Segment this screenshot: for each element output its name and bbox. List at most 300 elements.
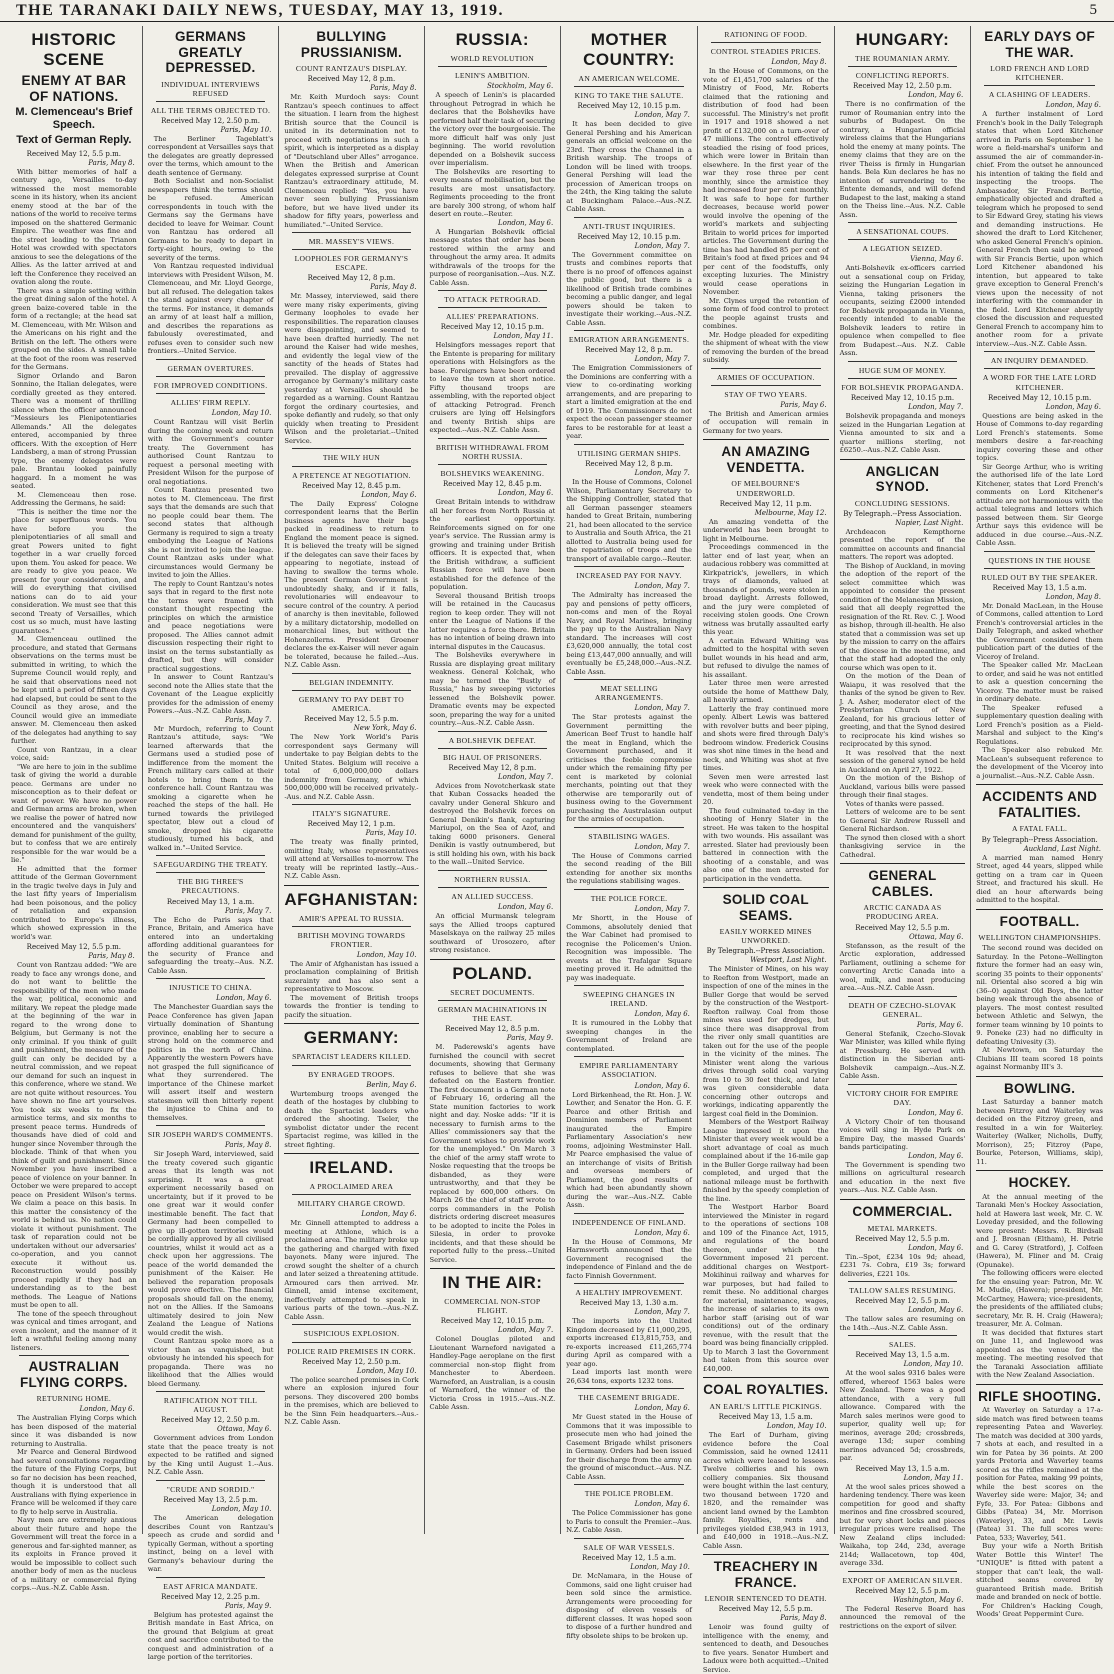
placeline: London, May 10. xyxy=(630,1563,690,1572)
article-paragraph: Signor Orlando and Baron Sonnino, the Italian delegates, were cordially greeted as they entered. There was a moment of thrilling silence when the officer announced "Messieurs les Plenipotentiaries Allemands." All the delegates entered, accompanied by three officers. With the exception of Herr Landsberg, a man of strong Prussian type, the enemy delegates were pale. Brantau looked painfully haggard. In a moment he was seated. xyxy=(11,371,137,491)
headline: HISTORIC SCENE xyxy=(31,30,117,69)
article-paragraph: The Police Commissioner has gone to Paris to consult the Premier.--Aus. N.Z. Cable Assn. xyxy=(566,1509,692,1535)
section-heading: CONFLICTING REPORTS. xyxy=(855,71,950,81)
article-paragraph: Advices from Novotcherkask state that Kuban Cossacks headed the cavalry under General Shkuro and destroyed the Bolshevik forces on General Denikin's flank, capturing Mariupol, on the Sea of Azof, and taking 6000 prisoners. General Denikin is vastly outnumbered, but is still holding his own, with his back to the wall.--United Service. xyxy=(429,781,556,867)
section-heading: ALLIES' FIRM REPLY. xyxy=(170,398,251,408)
section-heading: SALES. xyxy=(888,1340,916,1350)
article-paragraph: Mr. Donald MacLean, in the House of Commons, called attention to Lord French's controversial articles in the Daily Telegraph, and asked whether the Government considered them publication part of the duties of the Viceroy of Ireland. xyxy=(976,601,1103,661)
dateline: Received May 13, 1 a.m. xyxy=(166,897,255,906)
section-heading: FOR BOLSHEVIK PROPAGANDA. xyxy=(841,383,964,393)
article-paragraph: The Speaker called Mr. MacLean to order, and said he was not entitled to ask a question concerning the Viceroy. The matter must be raised in ordinary debate. xyxy=(976,661,1103,704)
column-3 xyxy=(279,26,424,1534)
section-heading: MEAT SELLING ARRANGEMENTS. xyxy=(594,684,664,703)
divider xyxy=(438,887,548,888)
article-paragraph: It is rumoured in the Lobby that sweeping changes in the Government of Ireland are contemplated. xyxy=(566,1019,692,1053)
article-paragraph: An amazing vendetta of the underworld has been brought to light in Melbourne. xyxy=(702,517,829,543)
dateline: Received May 12, 5.5 p.m. xyxy=(718,1605,813,1614)
placeline: London, May 6. xyxy=(361,1210,417,1219)
article-paragraph: Bolshevik propaganda and moneys seized in the Hungarian Legation at Vienna amounted to six and a quarter millions sterling, not £6250.--Aus.-N.Z. Cable Assn. xyxy=(839,412,966,455)
dateline: Received May 12, 8 p.m. xyxy=(585,460,673,469)
article-paragraph: A certain Edward Whiting was admitted to the hospital with seven bullet wounds in his head and arm, but refused to divulge the names of his assailant. xyxy=(702,636,829,679)
dateline: Received May 12, 10.15 p.m. xyxy=(850,394,955,403)
section-heading: A BOLSHEVIK DEFEAT. xyxy=(448,735,536,745)
section-heading: AN ALLIED SUCCESS. xyxy=(451,892,534,902)
article-paragraph: The police searched premises in Cork where an explosion injured four persons. They discovered 200 bombs in the premises, which are believed to be the Sinn Fein headquarters.--Aus.-N.Z. Cable Assn. xyxy=(284,1375,419,1427)
divider xyxy=(848,378,958,379)
placeline: London, May 7. xyxy=(634,1308,690,1317)
dateline: Received May 13, 1.5 a.m. xyxy=(855,1351,950,1360)
columns-container xyxy=(6,26,1108,1674)
section-heading: THE POLICE FORCE. xyxy=(590,893,668,903)
article-paragraph: At Newtown, on Saturday the Clubians III team scored 18 points against Normanby III's 3. xyxy=(976,1046,1103,1072)
divider xyxy=(574,889,684,890)
divider xyxy=(703,1377,829,1378)
article-paragraph: At the wool sales prices showed a hardening tendency. There was keen competition for good and shafty merinos and fine crossbred scoured, but for very short locks and pieces irregular prices were realised. The New Zealand clips included: Waikaha, top 24d, 23d, average 214d; Wallacetown, top 40d, average 33d. xyxy=(839,1482,966,1568)
headline: HUNGARY: xyxy=(855,30,950,49)
placeline: Paris, May 8. xyxy=(88,952,135,961)
article-paragraph: The imports into the United Kingdom decreased by £11,000,295, exports increased £13,815,753, and re-exports increased £11,265,774 during April as compared with a year ago. xyxy=(566,1317,692,1368)
article-paragraph: The Australian Flying Corps which has been disposed of the material since it was disbanded is now returning to Australia. xyxy=(11,1414,137,1448)
placeline: Westport, Last Night. xyxy=(750,956,827,965)
divider xyxy=(574,985,684,986)
divider xyxy=(292,249,410,250)
divider xyxy=(156,376,266,377)
article-paragraph: With bitter memories of half a century ago, Versailles to-day witnessed the most memorable scene in its history, when its ancient enemy stood at the bar of the nations of the world to receive terms imposed on the shattered Germanic Empire. The weather was fine and the street leading to the Trianon Hotel was crowded with spectators anxious to see the delegations of the Allies. As the latter arrived at and left the Conference they received an ovation along the route. xyxy=(11,167,137,287)
divider xyxy=(574,1283,684,1284)
article-paragraph: Count von Rantzau, in a clear voice, said: xyxy=(11,745,137,763)
placeline: Paris, May 7. xyxy=(224,715,272,724)
divider xyxy=(984,568,1095,569)
divider xyxy=(976,909,1103,910)
section-heading: INDEPENDENCE OF FINLAND. xyxy=(572,1217,686,1227)
section-heading: A SENSATIONAL COUPS. xyxy=(856,227,949,237)
placeline: London, May 6. xyxy=(634,1081,690,1090)
divider xyxy=(292,926,410,927)
dateline: Received May 12, 5.5 p.m. xyxy=(26,943,121,952)
subheadline: Text of German Reply. xyxy=(16,134,132,147)
section-heading: DEATH OF CZECHO-SLOVAK GENERAL. xyxy=(848,1000,957,1019)
section-heading: GERMANY TO PAY DEBT TO AMERICA. xyxy=(298,694,405,713)
section-heading: THE CASEMENT BRIGADE. xyxy=(578,1393,680,1403)
divider xyxy=(156,101,266,102)
article-paragraph: The movement of British troops towards the frontier is tending to pacify the situation. xyxy=(284,993,419,1019)
article-paragraph: The reply to Count Rantzau's notes says that in regard to the first note the terms were framed with constant thought respecting the principles on which the armistice and peace negotiations were proposed. The Allies cannot admit discussion respecting their right to insist on the terms substantially as drafted, but they will consider practical suggestions. xyxy=(147,579,274,673)
section-heading: RATIFICATION NOT TILL AUGUST. xyxy=(163,1396,258,1415)
divider xyxy=(156,359,266,360)
divider xyxy=(976,784,1103,785)
placeline: Napier, Last Night. xyxy=(895,518,964,527)
divider xyxy=(984,351,1095,352)
dateline: Received May 12, 11 p.m. xyxy=(719,499,812,508)
article-paragraph: The Speaker refused a supplementary question dealing with Lord French's position as a Field-Marshal and subject to the King's Regulations. xyxy=(976,703,1103,746)
placeline: London, May 7. xyxy=(634,111,690,120)
section-heading: BRITISH MOVING TOWARDS FRONTIER. xyxy=(297,930,406,949)
placeline: Auckland, Last Night. xyxy=(1023,844,1101,853)
divider xyxy=(19,1355,129,1356)
section-heading: NORTHERN RUSSIA. xyxy=(454,874,531,884)
section-heading: COUNT RANTZAU'S DISPLAY. xyxy=(295,64,408,74)
placeline: London, May 6. xyxy=(908,1151,964,1160)
article-paragraph: "This is neither the time nor the place for superfluous words. You have before you the plenipotentiaries of all small and great Powers united to fight together in a war cruelly forced upon them. You asked for peace. We are ready to give you peace. We present for your consideration, and will do everything that civilised nations can do to aid your consideration. We must see that this second Treaty of Versailles, which cost us so much, must have lasting guarantees." xyxy=(11,507,137,635)
dateline: Received May 12, 10.15 p.m. xyxy=(577,232,681,241)
section-heading: BELGIAN INDEMNITY. xyxy=(309,677,394,687)
section-heading: TO ATTACK PETROGRAD. xyxy=(444,295,541,305)
divider xyxy=(156,855,266,856)
divider xyxy=(438,438,548,439)
article-paragraph: The Speaker also rebuked Mr. MacLean's subsequent reference to the development of the Viceroy into a journalist.--Aus.-N.Z. Cable Assn. xyxy=(976,746,1103,780)
section-heading: ALLIES' PREPARATIONS. xyxy=(446,312,539,322)
article-paragraph: Latterly the fray continued more openly. Albert Lewis was battered with revolver butts and beer piping, and shots were fired through Daly's bedroom window. Frederick Cousins was shot nine times in the head and neck, and Whiting was shot at five times. xyxy=(702,704,829,773)
article-paragraph: At Waverley on Saturday a 17-a-side match was fired between teams representing Patea and Waverley. The match was decided at 300 yards, 7 shots at each, and resulted in a win for Patea by 36 points. At 200 yards Pretoria and Waverley teams scored as the rifles remained at the position for Patea, making 99 points, while the best scores on the Waverley side were: Major, 34; and Fyfe, 33. For Patea: Gibbons and Gibbs (Patea) 34, Mr. Morrison (Waverley), 33, and Mr. Lewis (Patea) 31. The full scores were: Patea, 533; Waverley, 541. xyxy=(976,1406,1103,1542)
dateline: Received May 12, 8.5 p.m. xyxy=(445,1025,540,1034)
dateline: Received May 12, 1 p.m. xyxy=(307,820,396,829)
divider xyxy=(574,1484,684,1485)
dateline: Received May 12, 8 p.m. xyxy=(307,75,396,84)
article-paragraph: The treaty was finally printed, omitting Italy, whose representatives will attend at Versailles to-morrow. The treaty will be reprinted lastly.--Aus.-N.Z. Cable Assn. xyxy=(284,838,419,881)
section-heading: POLICE RAID PREMISES IN CORK. xyxy=(287,1346,416,1356)
column-1 xyxy=(6,26,143,1593)
placeline: London, May 7. xyxy=(497,1326,554,1335)
divider xyxy=(156,1125,266,1126)
article-paragraph: The Federal Reserve Board has announced the removal of the restrictions on the export of silver. xyxy=(839,1604,966,1630)
article-paragraph: The Daily Express' Cologne correspondent learns that the Berlin business agents have their bags packed in readiness to return to England the moment peace is signed. It is believed the treaty will be signed if the delegates can save their faces by appearing to negotiate, instead of having to swallow the terms whole. The present German Government is undoubtedly shaky, and if it falls, revolutionaries will endeavour to secure control of the country. A period of anarchy is then inevitable, followed by a military dictatorship, modelled on monarchical lines, but without the Hohenzollerns. President Groener declares the ex-Kaiser will never again be tolerated, because he failed.--Aus. N.Z. Cable Assn. xyxy=(284,499,419,670)
article-paragraph: M. Clemenceau outlined the procedure, and stated that Germans observations on the terms must be submitted in writing, to which the Supreme Council would reply, and he said that observations need not be kept until a period of fifteen days had elapsed, but could be sent to the Council as they arose, and the Council would give an immediate answer. M. Clemenceau then asked of the delegates had anything to say further. xyxy=(11,635,137,746)
section-heading: THE ROUMANIAN ARMY. xyxy=(855,54,950,63)
placeline: Stockholm, May 6. xyxy=(486,82,554,91)
article-paragraph: A married man named Henry Street, aged 44 years, slipped while getting on a tram car in Queen Street, and fractured his skull. He died an hour afterwards being admitted to the hospital. xyxy=(976,853,1103,905)
column-5 xyxy=(561,26,698,1640)
placeline: London, May 6. xyxy=(497,903,554,912)
placeline: Paris, May 6. xyxy=(916,1020,964,1029)
dateline: Received May 12, 8.45 p.m. xyxy=(302,481,401,490)
article-paragraph: There was a simple setting within the great dining salon of the hotel. A green baize-covered table in the form of a rectangle; at the head sat M. Clemenceau, with Mr. Wilson and the Americans on his right and the British on the left. The others were grouped on the sides. A small table at the foot of the room was reserved for the Germans. xyxy=(11,286,137,372)
column-8 xyxy=(971,26,1108,1619)
section-heading: BOLSHEVIKS WEAKENING. xyxy=(440,469,545,479)
divider xyxy=(848,1571,958,1572)
dateline: By Telegraph.--Press Association. xyxy=(706,947,825,956)
article-paragraph: The Bolsheviks everywhere in Russia are displaying great military weakness. General Kolchak, who may be termed the "Bustly of Russia," has by sweeping victories lessened the Bolshevik power. Dramatic events may be expected soon, preparing the way for a united country.--Aus.-N.Z. Cable Assn. xyxy=(429,651,556,728)
section-heading: A LEGATION SEIZED. xyxy=(862,244,943,254)
article-paragraph: The Westport Harbor Board interviewed the Minister in regard to the operations of sections 108 and 109 of the Finance Act, 1915, and regulations of the board thereon, under which the Government imposed 21 percent. additional charges on Westport-Mokihinui railway and wharves for war purposes, but had failed to remit these. No additional charges for material, maintenance, wages, the increase of salaries to its own harbor staff (arising out of war conditions) out of the ordinary revenue, with the result that the board was being financially crippled. Up to March 3 last the Government had taken from this source over £40,000. xyxy=(702,1203,829,1373)
divider xyxy=(984,85,1095,86)
placeline: London, May 7. xyxy=(634,582,690,591)
section-heading: QUESTIONS IN THE HOUSE xyxy=(988,555,1091,565)
divider xyxy=(574,444,684,445)
divider xyxy=(574,1056,684,1057)
article-paragraph: Mr. Clynes urged the retention of some form of food control to protect the people against trusts and combines. xyxy=(702,296,829,331)
section-heading: BIG HAUL OF PRISONERS. xyxy=(442,752,542,762)
article-paragraph: M. Clemenceau then rose. Addressing the Germans, he said: xyxy=(11,490,137,508)
divider xyxy=(574,330,684,331)
section-heading: A FATAL FALL. xyxy=(1012,824,1068,834)
page-number: 5 xyxy=(1089,2,1098,18)
headline: ACCIDENTS AND FATALITIES. xyxy=(982,789,1098,820)
placeline: London, May 7. xyxy=(908,403,964,412)
divider xyxy=(574,1388,684,1389)
article-paragraph: The Amir of Afghanistan has issued a proclamation complaining of British suzerainty and has also sent a representative to Moscow. xyxy=(284,959,419,994)
article-paragraph: The Star protests against the Government permitting the American Beef Trust to handle half the meat in England, which the Government purchased, and it criticises the feeble compromise under which the remaining fifty per cent is marketed by colonial merchants, pointing out that they otherwise are temporarily out of business owing to the Government purchasing the Australasian output for the armies of occupation. xyxy=(566,713,692,824)
section-heading: STAY OF TWO YEARS. xyxy=(724,389,808,399)
article-paragraph: General Stefanik, Czecho-Slovak War Minister, was killed while flying at Pressburg. He served with distinction in the Siberian anti-Bolshevik campaign.--Aus.-N.Z. Cable Assn. xyxy=(839,1029,966,1081)
dateline: Received May 12, 8 p.m. xyxy=(448,763,537,772)
article-paragraph: Great Britain intends to withdraw all her forces from North Russia at the earliest opportunity. Reinforcements signed on for one year's service. The Russian army is growing and training under British officers. It is expected that, when the British withdraw, a sufficient Russian force will have been established for the defence of the population. xyxy=(429,498,556,592)
dateline: Received May 12, 5.5 p.m. xyxy=(26,149,121,158)
dateline: Received May 12, 8.45 p.m. xyxy=(442,480,542,489)
article-paragraph: It has been decided to give General Pershing and his American generals an official welcome on the 23rd. They cross the Channel in a British warship. The troops of London will be lined with troops. General Pershing will lead the procession of American troops on the 24th, the King taking the salute at Buckingham Palace.--Aus.-N.Z. Cable Assn. xyxy=(566,120,692,214)
section-heading: LOOPHOLES FOR GERMANY'S ESCAPE. xyxy=(294,254,409,273)
dateline: Received May 12, 5.5 p.m. xyxy=(855,1234,950,1243)
placeline: London, May 6. xyxy=(1045,101,1101,110)
divider xyxy=(711,42,821,43)
placeline: London, May 6. xyxy=(634,1500,690,1509)
placeline: Paris, May 6. xyxy=(780,400,827,409)
placeline: Paris, May 8. xyxy=(88,158,135,167)
article-paragraph: On the motion of the Bishop of Auckland, various bills were passed through their final stages. xyxy=(839,774,966,800)
section-heading: ANTI-TRUST INQUIRIES. xyxy=(582,221,676,231)
placeline: London, May 6. xyxy=(361,490,417,499)
section-heading: METAL MARKETS. xyxy=(867,1223,938,1233)
article-paragraph: A Hungarian Bolshevik official message states that order has been restored within the army and throughout the army area. It admits withdrawals of the troops for the purpose of reorganisation.--Aus. N.Z. Cable Assn. xyxy=(429,227,556,287)
divider xyxy=(292,466,410,467)
headline: IRELAND. xyxy=(309,1158,394,1178)
divider xyxy=(848,1281,958,1282)
section-heading: HUGE SUM OF MONEY. xyxy=(858,365,946,375)
divider xyxy=(703,439,829,440)
article-paragraph: Mr Murdoch, referring to Count Rantzau's attitude, says: "We learned afterwards that the Germans used a studied pose of indifference from the moment the French military cars called at their hotels to bring them to the conference hall. Count Rantzau was smoking a cigarette when he reached the steps of the hall. He turned towards the privileged spectator, blew out a cloud of smoke, dropped his cigarette studiously, turned his back, and walked in."--United Service. xyxy=(147,724,274,852)
headline: GENERAL CABLES. xyxy=(868,868,937,899)
article-paragraph: Count Rantzau presented two notes to M. Clemenceau. The first says that the demands are such that no people could bear them. The second states that although Germany is required to sign a treaty embodying the League of Nations she is not invited to join the league. Count Rantzau asks under what circumstances would Germany be invited to join the Allies. xyxy=(147,486,274,580)
dateline: Received May 12, 2.25 p.m. xyxy=(161,1592,260,1601)
placeline: Ottawa, May 6. xyxy=(908,932,964,941)
placeline: London, May 6. xyxy=(908,1306,964,1315)
placeline: London, May 10. xyxy=(766,1422,827,1431)
divider xyxy=(848,361,958,362)
article-paragraph: Lenoir was found guilty of intelligence with the enemy, and sentenced to death, and Desouches to five years. Senator Humbert and Ladoux were both acquitted.--United Service. xyxy=(702,1623,829,1674)
dateline: By Telegraph--Press Association. xyxy=(981,835,1098,844)
section-heading: ARMIES OF OCCUPATION. xyxy=(716,372,815,382)
placeline: London, May 7. xyxy=(634,241,690,250)
dateline: Received May 12, 8 p.m. xyxy=(307,274,396,283)
divider xyxy=(438,870,548,871)
divider xyxy=(574,86,684,87)
headline: EARLY DAYS OF THE WAR. xyxy=(984,29,1095,60)
section-heading: MR. MASSEY'S VIEWS. xyxy=(308,237,395,247)
placeline: London, May 6. xyxy=(908,91,964,100)
divider xyxy=(976,1076,1103,1077)
placeline: Berlin, May 6. xyxy=(366,1080,417,1089)
article-paragraph: The feud culminated to-day in the shooting of Henry Slater in the street. He was taken to the hospital with two wounds. His assailant was arrested. Slater had previously been battered in connection with the shooting of a constable, and was also one of the men arrested for participation in the vendetta. xyxy=(702,806,829,883)
divider xyxy=(848,222,958,223)
section-heading: EASILY WORKED MINES UNWORKED. xyxy=(719,927,812,946)
placeline: Paris, May 8. xyxy=(780,1614,827,1623)
dateline: Received May 12, 10.15 p.m. xyxy=(440,1317,544,1326)
divider xyxy=(984,368,1095,369)
headline: RUSSIA: xyxy=(455,30,530,49)
divider xyxy=(574,566,684,567)
article-paragraph: In the House of Commons, Mr Harmsworth announced that the Government recognised the independence of Finland and the de facto Finnish Government. xyxy=(566,1237,692,1280)
placeline: London, May 6. xyxy=(634,1010,690,1019)
headline: COMMERCIAL. xyxy=(852,1203,953,1219)
article-paragraph: A Victory Choir of ten thousand voices will sing in Hyde Park on Empire Day, the massed Guards' bands participating. xyxy=(839,1117,966,1152)
headline: MOTHER COUNTRY: xyxy=(583,30,675,69)
divider xyxy=(156,1391,266,1392)
placeline: Ottawa, May 6. xyxy=(217,1425,272,1434)
article-paragraph: Mr. Ginnell attempted to address a meeting at Athlone, which is a proclaimed area. The military broke up the gathering and charged with fixed bayonets. Many were injured. The crowd sought the shelter of a church and later seized a threatening attitude. Armoured cars then arrived. Mr. Ginnell, amid intense excitement, ineffectively attempted to speak in various parts of the town.--Aus.-N.Z. Cable Assn. xyxy=(284,1219,419,1321)
article-paragraph: Mr Shortt, in the House of Commons, absolutely denied that the War Cabinet had promised to recognise the Policemen's Union. Recognition was impossible. The events at the Trafalgar Square meeting proved it. He admitted the pay was inadequate. xyxy=(566,914,692,982)
article-paragraph: Mr. Hodge pleaded for expediting the shipment of wheat with the view of removing the burden of the bread subsidy. xyxy=(702,330,829,365)
dateline: Received May 12, 5.5 p.m. xyxy=(855,1586,950,1595)
divider xyxy=(292,1324,410,1325)
article-paragraph: Belgium has protested against the British mandate in East Africa, on the ground that Belgium at great cost and sacrifice contributed to the conquest and administration of a large portion of the territories. xyxy=(147,1610,274,1662)
section-heading: THE POLICE PROBLEM. xyxy=(584,1489,674,1499)
placeline: London, May 11. xyxy=(903,1473,964,1482)
dateline: Received May 12, 5.5 p.m. xyxy=(304,715,399,724)
section-heading: SALE OF WAR VESSELS. xyxy=(583,1542,675,1552)
placeline: London, May 6. xyxy=(216,994,272,1003)
divider xyxy=(438,307,548,308)
article-paragraph: Mr Pearce and General Birdwood had several consultations regarding the future of the Flying Corps, but so far no decision has been reached, though it is understood that all Australians with flying experience in France will be welcomed if they care to fly to help serve in Australia. xyxy=(11,1448,137,1516)
article-paragraph: Mr. Keith Murdoch says: Count Rantzau's speech continues to affect the situation. I learn from the highest British source that the Council is united in its determination not to proceed with negotiations in such a spirit, which is interpreted as a display of "Deutschland uber Alles" arrogance. When the British and American delegates expressed surprise at Count Rantzau's extraordinary attitude, M. Clemenceau replied: "Yes, you have never seen bullying Prussianism before, but we have lived under its shadow for fifty years, powerless and humiliated."--United Service. xyxy=(284,93,419,229)
article-paragraph: The British and American armies of occupation will remain in Germany for two years. xyxy=(702,409,829,435)
divider xyxy=(840,1199,966,1200)
divider xyxy=(848,239,958,240)
section-heading: RATIONING OF FOOD. xyxy=(724,30,808,39)
divider xyxy=(292,804,410,805)
divider xyxy=(292,448,410,449)
divider xyxy=(284,885,418,886)
dateline: Received May 12, 2.50 p.m. xyxy=(161,1416,260,1425)
article-paragraph: Sir Joseph Ward, interviewed, said the treaty covered such gigantic areas that its length was not surprising. It was a great experiment necessarily based on uncertainty, but if it proved to be one great war it would confer inestimable benefit. The fact that Germany had been compelled to give up ill-gotten territories would be cordially approved by all civilised countries, whilst it would act as a check upon her aggressions. The peace of the world demanded the punishment of the Kaiser. He believed the reparation proposals would prove effective. The financial proposals should fall on the enemy, not on the Allies. If the Samoans ultimately desired to join New Zealand the League of Nations would credit the wish. xyxy=(147,1150,274,1337)
article-paragraph: He admitted that the former attitude of the German Government in the tragic twelve days in July and the last fifty years of Imperialism had been poisonous, and the policy of retaliation and expansion contributed to Europe's illness, which showed expression in the world's war. xyxy=(11,864,137,941)
placeline: Vienna, May 6. xyxy=(910,255,964,264)
section-heading: VICTORY CHOIR FOR EMPIRE DAY. xyxy=(846,1088,959,1107)
placeline: London, May 7. xyxy=(634,355,690,364)
placeline: London, May 6. xyxy=(497,218,554,227)
headline: GERMANY: xyxy=(303,1028,400,1048)
section-heading: MILITARY CHARGE CROWD. xyxy=(297,1199,406,1209)
section-heading: A PRETENCE AT NEGOTIATION. xyxy=(292,470,411,480)
article-paragraph: Lord Birkenhead, the Rt. Hon. J. W. Lowther, and Senator the Hon. G. F. Pearce and other British and Dominion members of Parliament inaugurated the Empire Parliamentary Association's new rooms, adjoining Westminster Hall. Mr Pearce emphasised the value of an interchange of visits of British and overseas members of Parliament, the good results of which had been abundantly shown during the war.--Aus.-N.Z. Cable Assn. xyxy=(566,1090,692,1210)
dateline: Received May 13, 2.5 p.m. xyxy=(163,1496,258,1505)
section-heading: SAFEGUARDING THE TREATY. xyxy=(153,860,268,870)
section-heading: SIR JOSEPH WARD'S COMMENTS. xyxy=(147,1130,274,1140)
section-heading: STABILISING WAGES. xyxy=(588,831,670,841)
section-heading: GERMAN MACHINATIONS IN THE EAST. xyxy=(437,1004,547,1023)
placeline: London, May 6. xyxy=(634,1404,690,1413)
column-6 xyxy=(698,26,835,1674)
article-paragraph: Count Rantzau spoke more as a victor than as vanquished, but obviously he intended his speech for propaganda. There was no likelihood that the Allies would bleed Germany. xyxy=(147,1337,274,1388)
placeline: London, May 10. xyxy=(356,950,417,959)
section-heading: ARCTIC CANADA AS PRODUCING AREA. xyxy=(863,903,942,922)
section-heading: EMPIRE PARLIAMENTARY ASSOCIATION. xyxy=(579,1061,679,1080)
divider xyxy=(574,1538,684,1539)
headline: AFGHANISTAN: xyxy=(284,889,419,909)
divider xyxy=(292,1065,410,1066)
placeline: London, May 10. xyxy=(211,1505,272,1514)
article-paragraph: Sir George Arthur, who is writing the authorised life of the late Lord Kitchener, states that Lord French's comments on Lord Kitchener's attitude are not harmonious with the actual telegrams and letters which passed between them. Sir George Arthur says this evidence will be adduced in due course.--Aus.-N.Z. Cable Assn. xyxy=(976,462,1103,548)
article-paragraph: "We are here to join in the sublime task of giving the world a durable peace. Germans are under no misconception as to their defeat or want of power. We have no power and German arms are broken, when we realise the power of hatred now encountered and the vanquishers' demand for punishment of the guilty, but to confess that we are entirely responsible for the war would be a lie." xyxy=(11,762,137,865)
article-paragraph: The Echo de Paris says that France, Britain, and America have entered into an undertaking affording additional guarantees for the security of France and safeguarding the treaty.--Aus. N.Z. Cable Assn. xyxy=(147,915,274,975)
headline: BULLYING PRUSSIANISM. xyxy=(300,29,403,60)
section-heading: GERMAN OVERTURES. xyxy=(167,363,254,373)
divider xyxy=(292,232,410,233)
placeline: London, May 7. xyxy=(634,469,690,478)
section-heading: SWEEPING CHANGES IN IRELAND. xyxy=(583,990,675,1009)
masthead-title: THE TARANAKI DAILY NEWS, TUESDAY, MAY 13, 1919. xyxy=(16,1,504,19)
placeline: Melbourne, May 12. xyxy=(754,508,827,517)
divider xyxy=(574,217,684,218)
article-paragraph: Votes of thanks were passed. xyxy=(845,799,945,808)
divider xyxy=(156,1577,266,1578)
divider xyxy=(156,978,266,979)
divider xyxy=(703,887,829,888)
divider xyxy=(976,1170,1103,1171)
placeline: Paris, May 10. xyxy=(220,125,272,134)
article-paragraph: Tin.--Spot, £234 10s 9d; ahead, £231 7s. Cobra, £19 3s; forward deliveries, £221 10s. xyxy=(839,1252,966,1278)
article-paragraph: The New York World's Paris correspondent says Germany will undertake to pay Belgian debts to the United States. Belgium will receive a total of 6,000,000,000 dollars indemnity from Germany, of which 500,000,000 will be received privately.--Aus. and N.Z. Cable Assn. xyxy=(284,733,419,801)
headline: ANGLICAN SYNOD. xyxy=(865,463,940,495)
article-paragraph: Later three men were arrested outside the home of Matthew Daly, all heavily armed. xyxy=(702,679,829,705)
article-paragraph: Members of the Westport Railway League impressed it upon the Minister that every week would be a short advantage of coal as much complained about if the 16-mile gap in the Buller Gorge railway had been completed, and urged that the national mileage must be forthwith finished by the speedy completion of the line. xyxy=(702,1118,829,1203)
divider xyxy=(574,1213,684,1214)
divider xyxy=(840,459,966,460)
article-paragraph: The second round was decided on Saturday. In the Petone--Wellington fixture the former had an easy win, scoring 35 points to their opponents' nil. Oriental also scored a big win (36--0) against Old Boys, the latter being weak through the absence of players. The most contest resulted between Athletic and Selwyn, the former team winning by 10 points to 9. Poneke (23) had no difficulty in defeating Univesity (3). xyxy=(976,944,1103,1046)
divider xyxy=(438,464,548,465)
article-paragraph: The following officers were elected for the ensuing year: Patron, Mr. W. M. Mudie, (Hawera); president, Mr. McCartney, Hawera; vice-presidents, the presidents of the affiliated clubs; secretary, Mr. R. H. Craig (Hawera); treasurer, Mr. A. Colman. xyxy=(976,1269,1103,1329)
section-heading: UTILISING GERMAN SHIPS. xyxy=(577,448,681,458)
dateline: Received May 12, 2.50 p.m. xyxy=(853,82,952,91)
divider xyxy=(438,748,548,749)
placeline: Paris, May 8. xyxy=(370,283,417,292)
article-paragraph: M. Paderewski's agents have furnished the council with secret documents, showing that Germany refuses to believe that she was defeated on the Eastern frontier. The first document is a German note of February 16, ordering all the State munition factories to work night and day. Noske adds: "If it is necessary to furnish arms to the Allies' commissioners say that the Government wishes to provide work for the unemployed." On March 3 the chief of the army staff wrote to Noske requesting that the troops be disbanded, as they were untrustworthy, and that they be replaced by 600,000 others. On March 26 the chief of staff wrote to corps commanders in the Polish districts ordering discreet measures to be adopted to incite the Poles in Silesia, in order to provoke incidents, and that these should be reported fully to the press.--United Service. xyxy=(429,1043,556,1264)
section-heading: SPARTACIST LEADERS KILLED. xyxy=(292,1052,411,1062)
article-paragraph: Government advices from London state that the peace treaty is not expected to be ratified and signed by the King until August 1.--Aus. N.Z. Cable Assn. xyxy=(147,1434,274,1477)
dateline: Received May 12, 8 p.m. xyxy=(585,346,673,355)
article-paragraph: Archdeacon Kempthorne presented the report of the committee on accounts and financial matters. The report was adopted. xyxy=(839,527,966,562)
article-paragraph: The Emigration Commissioners of the Dominions are conferring with a view to co-ordinating working arrangements, and are preparing to start a limited emigration at the end of 1919. The Commissioners do not expect the ocean passenger steamer fares to be restorable for at least a year. xyxy=(566,364,692,441)
section-heading: THE BIG THREE'S PRECAUTIONS. xyxy=(177,877,244,896)
section-heading: RULED OUT BY THE SPEAKER. xyxy=(981,572,1098,582)
section-heading: CONCLUDING SESSIONS. xyxy=(854,498,950,508)
article-paragraph: An official Murmansk telegram says the Allied troops captured Maselskaya on the railway 25 miles southward of Urosozero, after strong resistance. xyxy=(429,912,556,955)
divider xyxy=(703,1554,829,1555)
article-paragraph: Lead imports last month were 26,634 tons, exports 1232 tons. xyxy=(566,1368,692,1385)
section-heading: THE WILY HUN xyxy=(322,453,381,463)
divider xyxy=(840,863,966,864)
section-heading: AN EARL'S LITTLE PICKINGS. xyxy=(709,1401,823,1411)
article-paragraph: There is no confirmation of the rumor of Roumanian entry into the suburbs of Budapest. On the contrary, a Hungarian official wireless claims that the Hungarians hold the enemy at many points. The enemy claims that they are on the river Theiss is firmly in Hungarian hands. Bela Kun declares he has no intention of surrendering to the Entente demands, and will defend Budapest to the last, making a stand on the Theiss line.--Aus. N.Z. Cable Assn. xyxy=(839,100,966,219)
divider xyxy=(292,690,410,691)
article-paragraph: Proceedings commenced in the latter end of last year, when an audacious robbery was committed at Kirkpatrick's, jewellers, in which trays of diamonds, valued at thousands of pounds, were stolen in broad daylight. Arrests followed, and the jury were completed of receiving stolen goods. One Crown witness was brutally assaulted early this year. xyxy=(702,543,829,637)
dateline: Received May 12, 5.5 p.m. xyxy=(855,1297,950,1306)
article-paragraph: A speech of Lenin's is placarded throughout Petrograd in which he declares that the Bolsheviks have performed half their task of securing the victory over the bourgeoisie. The more difficult half was only just beginning. The world revolution depended on a Bolshevik success over imperialism. xyxy=(429,91,556,168)
divider xyxy=(438,731,548,732)
section-heading: BRITISH WITHDRAWAL FROM NORTH RUSSIA. xyxy=(435,442,549,462)
article-paragraph: Colonel Douglas piloted and Lieutenant Warneford navigated a Handley-Page aeroplane on the first commercial non-stop flight from Manchester to Aberdeen. Warneford, an Australian, is a cousin of Warneford, the winner of the Victoria Cross in 1915.--Aus.-N.Z. Cable Assn. xyxy=(429,1335,556,1412)
dateline: Received May 13, 1.5 a.m. xyxy=(718,1413,813,1422)
divider xyxy=(438,66,548,67)
placeline: London, May 6. xyxy=(908,1108,964,1117)
headline: AN AMAZING VENDETTA. xyxy=(721,444,811,475)
article-paragraph: Both Socialist and non-Socialist newspapers think the terms should be refused. American correspondents in touch with the Germans say the Germans have decided to leave for Weimar. Count von Rantzau has ordered all Germans to be ready to depart in forty-eight hours, owing to the severity of the terms. xyxy=(147,177,274,262)
placeline: Paris, May 9. xyxy=(224,1601,272,1610)
article-paragraph: Dr. McNamara, in the House of Commons, said one light cruiser had been sold since the armistice. Arrangements were proceeding for disposing of eleven vessels of different classes. It was hoped soon to dispose of a further hundred and fifty obsolete ships to be broken up. xyxy=(566,1572,692,1640)
headline: RIFLE SHOOTING. xyxy=(978,1388,1102,1404)
section-heading: KING TO TAKE THE SALUTE. xyxy=(574,91,684,101)
section-heading: SECRET DOCUMENTS. xyxy=(450,987,535,997)
dateline: Received May 13, 1.5 a.m. xyxy=(992,583,1087,592)
section-heading: CONTROL STEADIES PRICES. xyxy=(710,47,821,57)
